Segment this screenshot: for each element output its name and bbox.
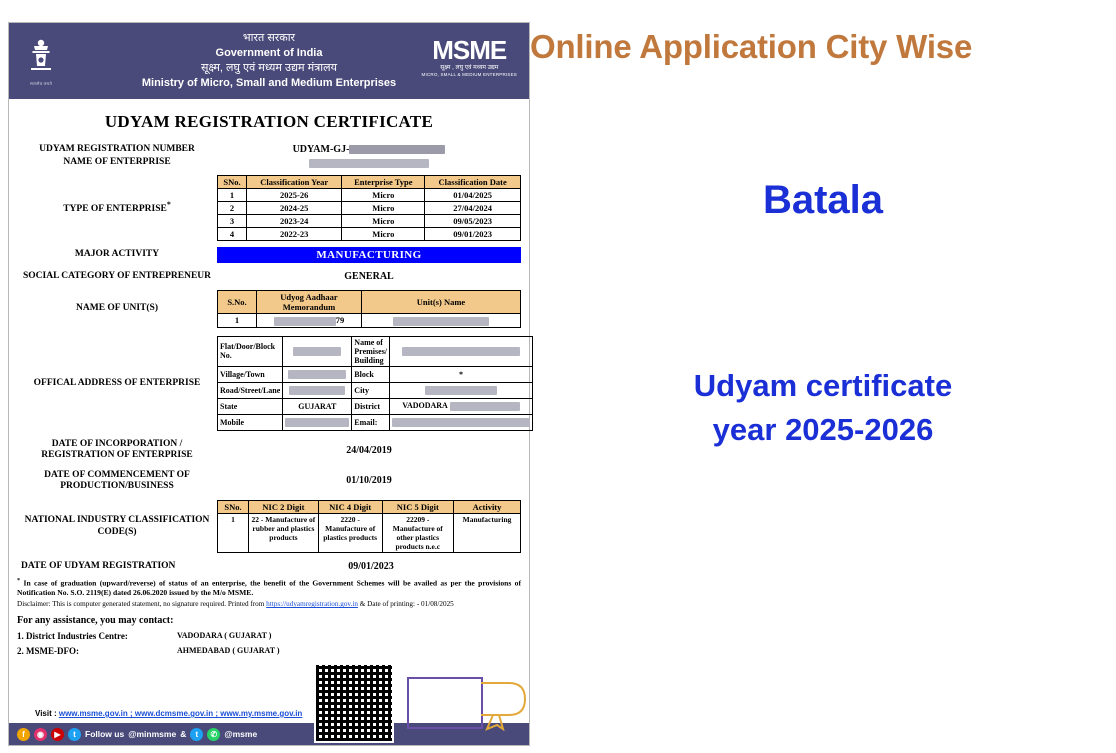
row-registration-number: [17, 144, 521, 155]
addr-key-premises: Name of Premises/ Building: [352, 336, 390, 366]
col-activity: Activity: [454, 501, 521, 514]
twitter-icon[interactable]: t: [68, 728, 81, 741]
type-label-text: TYPE OF ENTERPRISE: [63, 204, 167, 215]
addr-val-mobile: [283, 414, 352, 430]
udyam-certificate: [8, 22, 530, 746]
enterprise-type-table-wrap: [217, 175, 521, 241]
cell-date: 01/04/2025: [425, 188, 521, 201]
col-nic4: NIC 4 Digit: [318, 501, 382, 514]
nic-label: NATIONAL INDUSTRY CLASSIFICATION CODE(S): [24, 515, 210, 537]
col-uam: Udyog Aadhaar Memorandum: [257, 291, 362, 314]
addr-key-city: City: [352, 382, 390, 398]
addr-key-flat: Flat/Door/Block No.: [218, 336, 283, 366]
redacted-village: [288, 370, 346, 379]
addr-key-email: Email:: [352, 414, 390, 430]
major-activity-label: MAJOR ACTIVITY: [74, 249, 160, 260]
table-row: [218, 227, 521, 240]
type-label-star: *: [166, 200, 171, 209]
table-header-row: [218, 501, 521, 514]
redacted-district-extra: [450, 402, 520, 411]
handle-msme[interactable]: @msme: [224, 729, 258, 739]
certificate-header: [9, 23, 529, 99]
disclaimer-suffix: & Date of printing: - 01/08/2025: [357, 600, 454, 609]
addr-val-city: [390, 382, 533, 398]
table-row: [218, 201, 521, 214]
cell-sno: 2: [218, 201, 247, 214]
cell-unit-name: [362, 314, 521, 328]
nic-table: [217, 500, 521, 553]
row-type-of-enterprise: [17, 175, 521, 241]
page-heading: Online Application City Wise: [530, 28, 973, 65]
redacted-road: [289, 386, 345, 395]
address-table-wrap: [217, 336, 533, 431]
assistance-label: For any assistance, you may contact:: [17, 614, 174, 626]
cell-type: Micro: [342, 227, 425, 240]
address-table: [217, 336, 533, 431]
col-classification-date: Classification Date: [425, 175, 521, 188]
cell-year: 2024-25: [247, 201, 342, 214]
cell-year: 2022-23: [247, 227, 342, 240]
hindi-gov-label: भारत सरकार: [242, 32, 296, 45]
cell-uam-suffix: 79: [335, 315, 345, 326]
row-commencement-date: [17, 470, 521, 493]
cell-nic5: 22209 - Manufacture of other plastics products n.e.c: [382, 514, 453, 553]
redacted-premises: [402, 347, 520, 356]
row-name-of-enterprise: [17, 157, 521, 168]
name-of-units-label: NAME OF UNIT(S): [76, 303, 158, 314]
udyam-portal-link[interactable]: https://udyamregistration.gov.in: [266, 600, 358, 609]
follow-label: Follow us: [85, 729, 125, 739]
row-major-activity: [17, 247, 521, 263]
addr-key-block: Block: [352, 366, 390, 382]
right-panel: [530, 0, 1116, 753]
english-gov-label: Government of India: [215, 47, 323, 60]
addr-val-block: *: [390, 366, 533, 382]
cell-type: Micro: [342, 201, 425, 214]
cell-sno: 1: [218, 188, 247, 201]
col-enterprise-type: Enterprise Type: [342, 175, 425, 188]
english-ministry-label: Ministry of Micro, Small and Medium Enterprises: [141, 76, 397, 89]
twitter-icon-2[interactable]: t: [190, 728, 203, 741]
addr-key-state: State: [218, 398, 283, 414]
units-table-wrap: [217, 290, 521, 328]
page-title: UDYAM REGISTRATION CERTIFICATE: [104, 112, 434, 131]
addr-val-village: [283, 366, 352, 382]
enterprise-type-table: [217, 175, 521, 241]
col-nic-sno: SNo.: [218, 501, 249, 514]
cell-sno: 4: [218, 227, 247, 240]
msme-logo-english: MICRO, SMALL & MEDIUM ENTERPRISES: [421, 72, 517, 78]
incorporation-value: 24/04/2019: [346, 444, 392, 456]
table-row: [218, 366, 533, 382]
table-row: [218, 398, 533, 414]
major-activity-value: MANUFACTURING: [217, 247, 521, 263]
msme-logo-hindi: सूक्ष्म , लघु एवं मध्यम उद्यम: [440, 65, 499, 71]
emblem-caption: सत्यमेव जयते: [29, 80, 53, 86]
city-name: Batala: [762, 178, 884, 222]
qr-code-image: [316, 665, 392, 741]
redacted-enterprise-name: [309, 159, 429, 168]
signature-box: [407, 677, 483, 729]
msme-logo-text: MSME: [432, 35, 507, 65]
address-label: OFFICAL ADDRESS OF ENTERPRISE: [33, 377, 201, 388]
qr-code: [314, 663, 394, 743]
udyam-reg-date-label: DATE OF UDYAM REGISTRATION: [21, 561, 176, 572]
row-official-address: [17, 336, 521, 431]
table-row: [218, 514, 521, 553]
msme-logo: [422, 37, 517, 78]
social-category-label: SOCIAL CATEGORY OF ENTREPRENEUR: [22, 270, 212, 281]
facebook-icon[interactable]: f: [17, 728, 30, 741]
contact-dfo-label: 2. MSME-DFO:: [17, 645, 79, 656]
table-row: [218, 414, 533, 430]
udyam-reg-date-value: 09/01/2023: [348, 561, 394, 573]
certificate-body: [9, 144, 529, 656]
note-star: *: [17, 576, 21, 584]
row-name-of-units: [17, 290, 521, 328]
col-units-sno: S.No.: [218, 291, 257, 314]
addr-val-email: [390, 414, 533, 430]
row-udyam-registration-date: [17, 561, 521, 572]
cell-type: Micro: [342, 188, 425, 201]
addr-key-district: District: [352, 398, 390, 414]
reg-number-label: UDYAM REGISTRATION NUMBER: [39, 144, 195, 154]
disclaimer-prefix: Disclaimer: This is computer generated statement, no signature required. Printed from: [17, 600, 267, 609]
redacted-city: [425, 386, 497, 395]
ampersand: &: [180, 729, 187, 739]
major-activity-value-wrap: [217, 247, 521, 263]
addr-val-road: [283, 382, 352, 398]
col-nic5: NIC 5 Digit: [382, 501, 453, 514]
cell-activity: Manufacturing: [454, 514, 521, 553]
cell-date: 09/05/2023: [425, 214, 521, 227]
cell-type: Micro: [342, 214, 425, 227]
table-header-row: [218, 175, 521, 188]
reg-number-value: [217, 144, 521, 155]
cell-nic2: 22 - Manufacture of rubber and plastics products: [249, 514, 319, 553]
addr-key-village: Village/Town: [218, 366, 283, 382]
col-sno: SNo.: [218, 175, 247, 188]
handle-minmsme[interactable]: @minmsme: [128, 729, 177, 739]
contact-dfo: [17, 646, 521, 656]
row-incorporation-date: [17, 439, 521, 462]
india-emblem-icon: [19, 29, 63, 93]
incorporation-label: DATE OF INCORPORATION / REGISTRATION OF ENTERPRISE: [41, 438, 193, 461]
redacted-flat: [293, 347, 341, 356]
cell-year: 2025-26: [247, 188, 342, 201]
row-nic-codes: [17, 500, 521, 553]
redacted-reg-number: [349, 145, 445, 154]
type-label: [17, 200, 217, 216]
table-row: [218, 188, 521, 201]
subtitle-line-2: year 2025-2026: [712, 412, 934, 447]
table-row: [218, 314, 521, 328]
addr-val-flat: [283, 336, 352, 366]
addr-val-district: [390, 398, 533, 414]
table-header-row: [218, 291, 521, 314]
cell-nic4: 2220 - Manufacture of plastics products: [318, 514, 382, 553]
hindi-ministry-label: सूक्ष्म, लघु एवं मध्यम उद्यम मंत्रालय: [201, 62, 337, 74]
addr-key-mobile: Mobile: [218, 414, 283, 430]
commencement-label: DATE OF COMMENCEMENT OF PRODUCTION/BUSINESS: [44, 469, 190, 491]
whatsapp-icon[interactable]: ✆: [207, 728, 220, 741]
cell-date: 27/04/2024: [425, 201, 521, 214]
units-table: [217, 290, 521, 328]
cell-date: 09/01/2023: [425, 227, 521, 240]
ribbon-decoration: [479, 679, 533, 731]
nic-table-wrap: [217, 500, 521, 553]
cell-units-sno: 1: [218, 314, 257, 328]
cell-year: 2023-24: [247, 214, 342, 227]
col-classification-year: Classification Year: [247, 175, 342, 188]
contact-dic-value: VADODARA ( GUJARAT ): [177, 630, 272, 640]
visit-label: Visit :: [35, 709, 59, 718]
col-nic2: NIC 2 Digit: [249, 501, 319, 514]
commencement-value: 01/10/2019: [346, 475, 392, 487]
youtube-icon[interactable]: ▶: [51, 728, 64, 741]
addr-val-state: GUJARAT: [283, 398, 352, 414]
contact-dic: [17, 631, 521, 641]
district-text: VADODARA: [402, 401, 448, 411]
graduation-note: [17, 577, 521, 598]
reg-number-prefix: UDYAM-GJ-: [292, 144, 350, 156]
redacted-uam: [274, 317, 336, 326]
redacted-email: [392, 418, 530, 427]
contact-dic-label: 1. District Industries Centre:: [17, 630, 128, 641]
redacted-mobile: [285, 418, 349, 427]
footer-links[interactable]: www.msme.gov.in ; www.dcmsme.gov.in ; www.my.msme.gov.in: [58, 709, 303, 718]
row-social-category: [17, 271, 521, 282]
instagram-icon[interactable]: ◉: [34, 728, 47, 741]
col-unit-name: Unit(s) Name: [362, 291, 521, 314]
table-row: [218, 382, 533, 398]
social-category-value: GENERAL: [344, 270, 394, 282]
table-row: [218, 214, 521, 227]
addr-key-road: Road/Street/Lane: [218, 382, 283, 398]
contact-dfo-value: AHMEDABAD ( GUJARAT ): [177, 645, 280, 655]
redacted-unit-name: [393, 317, 489, 326]
certificate-footer: [9, 687, 529, 745]
addr-val-premises: [390, 336, 533, 366]
cell-sno: 3: [218, 214, 247, 227]
header-center-text: [142, 31, 396, 90]
cell-nic-sno: 1: [218, 514, 249, 553]
name-value: [217, 158, 521, 169]
cell-uam: [257, 314, 362, 328]
table-row: [218, 336, 533, 366]
disclaimer: [17, 600, 521, 609]
subtitle-line-1: Udyam certificate: [693, 368, 953, 403]
name-label: NAME OF ENTERPRISE: [63, 157, 171, 168]
note-text: In case of graduation (upward/reverse) of status of an enterprise, the benefit of the Government Schemes will be availed as per the provisions of Notification No. S.O. 2119(E) dated 26.06.2020 issued by the M/o MSME.: [17, 578, 521, 597]
